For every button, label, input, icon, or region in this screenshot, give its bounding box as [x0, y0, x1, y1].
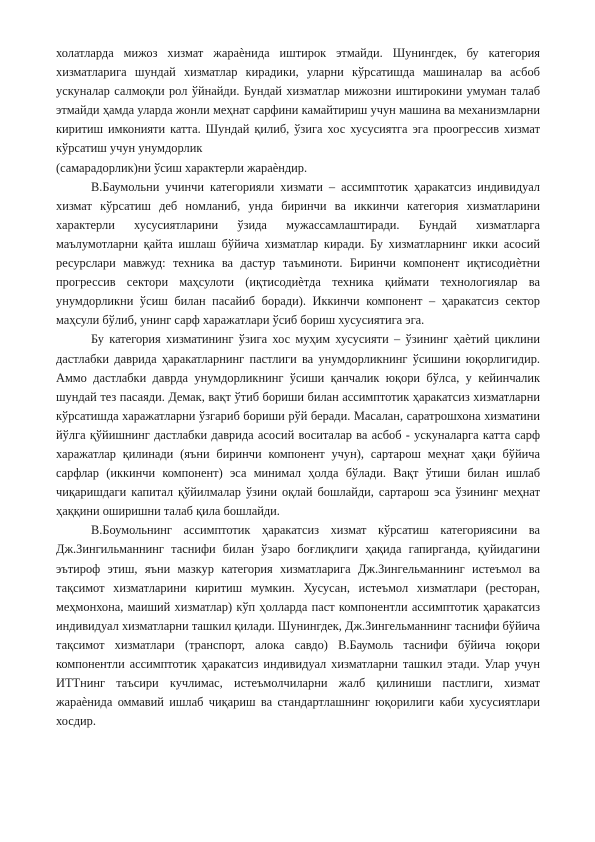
- paragraph-3: В.Баумольни учинчи категорияли хизмати – ассимптотик ҳаракатсиз индивидуал хизмат кўрсатиш деб номланиб, унда биринчи ва иккинчи категория хизматларини характерли хусусиятларини ўзида мужассамлаштиради. Бундай хизматларга маълумотларни қайта ишлаш бўйича хизматлар киради. Бу хизматларнинг икки асосий ресурслари мавжуд: техника ва дастур таъминоти. Биринчи компонент иқтисодиѐтни прогрессив сектори маҳсулоти (иқтисодиѐтда техника қиймати технологиялар ва унумдорликни ўсиш билан пасайиб боради). Иккинчи компонент – ҳаракатсиз сектор маҳсули бўлиб, унинг сарф харажатлари ўсиб бориш хусусиятига эга.: [56, 179, 540, 328]
- paragraph-5: В.Боумольнинг ассимптотик ҳаракатсиз хизмат кўрсатиш категориясини ва Дж.Зингильманнинг таснифи билан ўзаро боғлиқлиги ҳақида гапирганда, қуйидагини эътироф этиш, яъни мазкур категория хизматларига Дж.Зингельманнинг истеъмол ва тақсимот хизматларини киритиш мумкин. Хусусан, истеъмол хизматлари (ресторан, меҳмонхона, маиший хизматлар) кўп ҳолларда паст компонентли ассимптотик ҳаракатсиз индивидуал хизматларни ташкил қилади. Шунингдек, Дж.Зингельманнинг таснифи бўйича тақсимот хизматлари (транспорт, алока савдо) В.Баумоль таснифи бўйича юқори компонентли ассимптотик ҳаракатсиз индивидуал хизматларни ташкил этади. Улар учун ИТТнинг таъсири кучлимас, истеъмолчиларни жалб қилиниши пастлиги, хизмат жараѐнида оммавий ишлаб чиқариш ва стандартлашнинг юқорилиги каби хусусиятлари хосдир.: [56, 523, 540, 729]
- document-page: [56, 44, 540, 731]
- paragraph-2: (самарадорлик)ни ўсиш характерли жараѐндир.: [56, 160, 308, 175]
- paragraph-4: Бу категория хизматининг ўзига хос муҳим хусусияти – ўзининг ҳаѐтий циклини дастлабки даврида ҳаракатларнинг пастлиги ва унумдорликнинг ўсишини юқорлигидир. Аммо дастлабки даврда унумдорликнинг ўсиши қанчалик юқори бўлса, у кейинчалик шундай тез пасаяди. Демак, вақт ўтиб бориши билан ассимптотик ҳаракатсиз хизматларни кўрсатишда харажатларни ўзгариб бориши рўй беради. Масалан, саратрошхона хизматини йўлга қўйишнинг дастлабки даврида асосий воситалар ва асбоб - ускуналарга катта сарф харажатлар қилинади (яъни биринчи компонент учун), сартарош меҳнат ҳақи бўйича сарфлар (иккинчи компонент) эса минимал ҳолда бўлади. Вақт ўтиши билан ишлаб чиқаришдаги капитал қўйилмалар ўзини оқлай бошлайди, сартарош эса ўзининг меҳнат ҳаққини оширишни талаб қила бошлайди.: [56, 332, 540, 519]
- paragraph-1: холатларда мижоз хизмат жараѐнида иштирок этмайди. Шунингдек, бу категория хизматларига шундай хизматлар кирадики, уларни кўрсатишда машиналар ва асбоб ускуналар салмоқли рол ўйнайди. Бундай хизматлар мижозни иштирокини умуман талаб этмайди ҳамда уларда жонли меҳнат сарфини камайтириш учун машина ва механизмларни киритиш имконияти катта. Шундай қилиб, ўзига хос хусусиятга эга проогрессив хизмат кўрсатиш учун унумдорлик: [56, 46, 540, 156]
